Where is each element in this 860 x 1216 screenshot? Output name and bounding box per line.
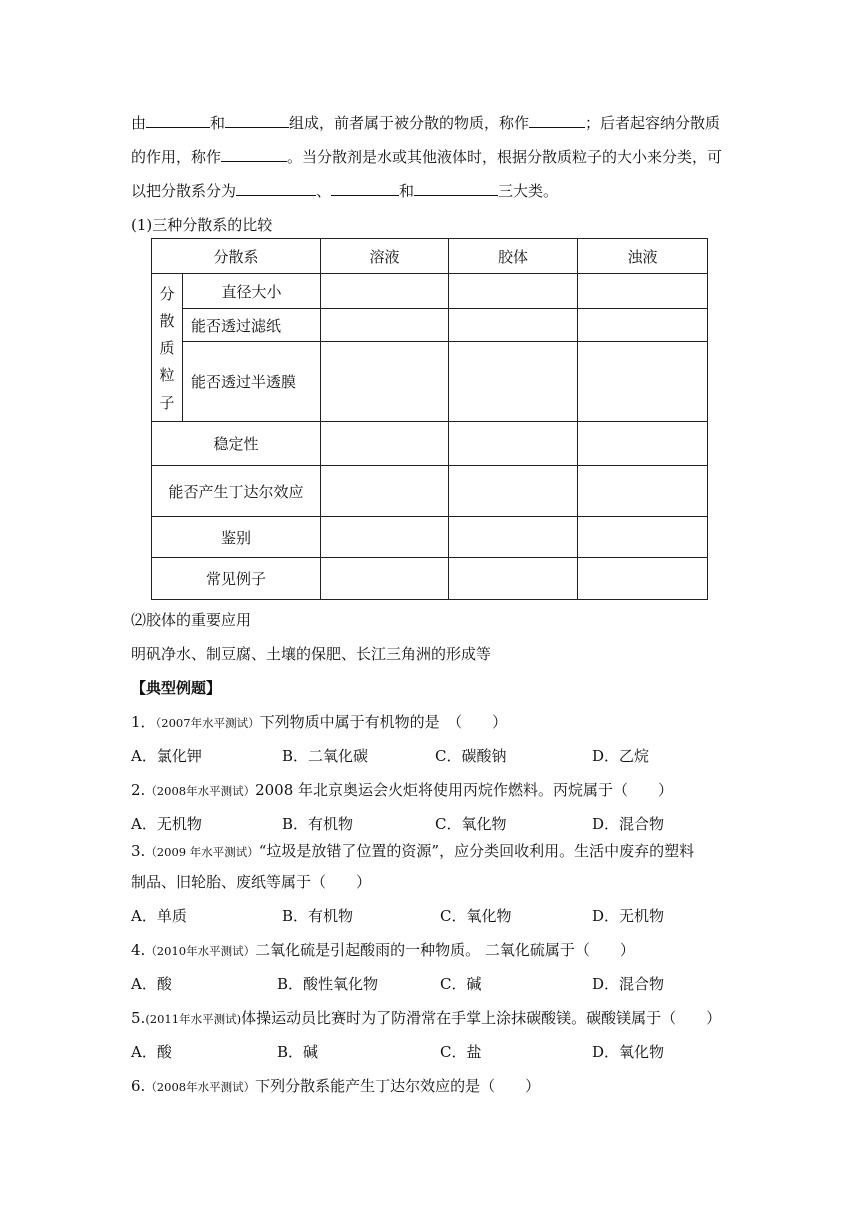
- option-a[interactable]: A．氯化钾: [131, 747, 202, 765]
- answer-cell[interactable]: [578, 517, 708, 558]
- answer-cell[interactable]: [321, 342, 449, 422]
- header-cell: 分散系: [152, 239, 321, 274]
- question-source: （2008年水平测试）: [145, 1080, 256, 1094]
- row-label: 能否透过半透膜: [183, 342, 321, 422]
- answer-cell[interactable]: [449, 466, 578, 517]
- option-b[interactable]: B．酸性氧化物: [277, 975, 379, 993]
- fill-blank[interactable]: [225, 113, 289, 128]
- group-label-cell: [152, 274, 183, 422]
- answer-cell[interactable]: [321, 558, 449, 600]
- intro-text: 由: [131, 114, 147, 132]
- intro-text: 和: [399, 182, 415, 200]
- row-label: 稳定性: [152, 422, 321, 466]
- row-label: 常见例子: [152, 558, 321, 600]
- row-label: 能否产生丁达尔效应: [152, 466, 321, 517]
- answer-cell[interactable]: [449, 309, 578, 342]
- fill-blank[interactable]: [331, 181, 399, 196]
- question-source: （2008年水平测试）: [145, 784, 256, 798]
- row-label: 直径大小: [183, 274, 321, 309]
- table-row: [152, 309, 708, 342]
- option-b[interactable]: B．二氧化碳: [282, 747, 369, 765]
- section-2-title: ⑵胶体的重要应用: [131, 611, 252, 629]
- question-3-line-2: 制品、旧轮胎、废纸等属于（ ）: [131, 873, 372, 891]
- question-source: （2007年水平测试）: [155, 716, 260, 730]
- header-cell: 浊液: [578, 239, 708, 274]
- intro-text: 三大类。: [498, 182, 559, 200]
- option-c[interactable]: C．氧化物: [440, 907, 512, 925]
- question-number: 1．: [131, 713, 156, 731]
- group-char: 粒: [159, 366, 175, 385]
- fill-blank[interactable]: [236, 181, 316, 196]
- table-row: [152, 517, 708, 558]
- answer-cell[interactable]: [578, 466, 708, 517]
- table-header-row: [152, 239, 708, 274]
- question-text: “垃圾是放错了位置的资源”，应分类回收利用。生活中废弃的塑料: [258, 842, 695, 860]
- intro-text: 和: [210, 114, 226, 132]
- fill-blank[interactable]: [221, 147, 287, 162]
- row-label: 鉴别: [152, 517, 321, 558]
- intro-line-2: [131, 146, 722, 167]
- option-d[interactable]: D．混合物: [592, 815, 665, 833]
- intro-text: 组成，前者属于被分散的物质，称作: [289, 114, 530, 132]
- group-char: 质: [159, 339, 175, 357]
- answer-cell[interactable]: [321, 422, 449, 466]
- intro-text: 以把分散系分为: [131, 182, 237, 200]
- question-text: 体操运动员比赛时为了防滑常在手掌上涂抹碳酸镁。碳酸镁属于（ ）: [241, 1009, 722, 1027]
- question-6: [131, 1075, 540, 1096]
- question-number: 6.: [131, 1077, 146, 1095]
- section-1-title: (1)三种分散系的比较: [131, 216, 273, 234]
- table-row: [152, 422, 708, 466]
- option-a[interactable]: A．酸: [131, 975, 172, 993]
- answer-cell[interactable]: [578, 422, 708, 466]
- answer-cell[interactable]: [321, 517, 449, 558]
- fill-blank[interactable]: [414, 181, 498, 196]
- option-c[interactable]: C．碱: [440, 975, 482, 993]
- option-b[interactable]: B．碱: [277, 1043, 319, 1061]
- answer-cell[interactable]: [321, 466, 449, 517]
- option-b[interactable]: B．有机物: [282, 907, 354, 925]
- answer-cell[interactable]: [321, 309, 449, 342]
- answer-cell[interactable]: [578, 274, 708, 309]
- group-char: 散: [159, 311, 175, 330]
- answer-cell[interactable]: [449, 422, 578, 466]
- option-d[interactable]: D．无机物: [592, 907, 665, 925]
- table-row: [152, 274, 708, 309]
- group-char: 分: [159, 284, 175, 303]
- question-number: 4.: [131, 941, 146, 959]
- table-row: [152, 466, 708, 517]
- intro-text: 、: [316, 182, 332, 200]
- group-char: 子: [159, 393, 175, 412]
- question-source: (2011年水平测试): [145, 1012, 242, 1026]
- question-source: （2009 年水平测试）: [145, 845, 259, 859]
- answer-cell[interactable]: [578, 558, 708, 600]
- answer-cell[interactable]: [449, 517, 578, 558]
- intro-text: ；后者起容纳分散质: [585, 114, 721, 132]
- question-number: 3.: [131, 842, 146, 860]
- table-row: [152, 558, 708, 600]
- intro-line-3: [131, 180, 558, 201]
- option-c[interactable]: C．氧化物: [435, 815, 507, 833]
- header-cell: 胶体: [449, 239, 578, 274]
- answer-cell[interactable]: [578, 342, 708, 422]
- question-4: [131, 939, 635, 960]
- intro-text: 。当分散剂是水或其他液体时，根据分散质粒子的大小来分类，可: [287, 148, 723, 166]
- table-row: [152, 342, 708, 422]
- question-5: [131, 1007, 721, 1028]
- question-number: 5.: [131, 1009, 146, 1027]
- option-d[interactable]: D．氧化物: [592, 1043, 665, 1061]
- question-source: （2010年水平测试）: [145, 944, 256, 958]
- fill-blank[interactable]: [529, 113, 585, 128]
- option-a[interactable]: A．酸: [131, 1043, 172, 1061]
- answer-cell[interactable]: [449, 274, 578, 309]
- question-1: [131, 711, 507, 732]
- question-text: 2008 年北京奥运会火炬将使用丙烷作燃料。丙烷属于（ ）: [255, 781, 674, 799]
- answer-cell[interactable]: [449, 342, 578, 422]
- question-text: 二氧化硫是引起酸雨的一种物质。 二氧化硫属于（ ）: [255, 941, 635, 959]
- fill-blank[interactable]: [146, 113, 210, 128]
- option-b[interactable]: B．有机物: [282, 815, 354, 833]
- comparison-table: [151, 238, 708, 600]
- option-d[interactable]: D．乙烷: [592, 747, 650, 765]
- section-2-text: 明矾净水、制豆腐、土壤的保肥、长江三角洲的形成等: [131, 645, 492, 663]
- question-text: 下列物质中属于有机物的是 （ ）: [259, 713, 508, 731]
- examples-heading: 【典型例题】: [131, 679, 222, 697]
- intro-line-1: [131, 112, 720, 133]
- question-text: 下列分散系能产生丁达尔效应的是（ ）: [255, 1077, 541, 1095]
- row-label: 能否透过滤纸: [183, 309, 321, 342]
- intro-text: 的作用，称作: [131, 148, 222, 166]
- option-c[interactable]: C．碳酸钠: [435, 747, 507, 765]
- option-a[interactable]: A．无机物: [131, 815, 202, 833]
- option-c[interactable]: C．盐: [440, 1043, 482, 1061]
- question-number: 2.: [131, 781, 146, 799]
- option-a[interactable]: A．单质: [131, 907, 187, 925]
- answer-cell[interactable]: [449, 558, 578, 600]
- answer-cell[interactable]: [321, 274, 449, 309]
- answer-cell[interactable]: [578, 309, 708, 342]
- option-d[interactable]: D．混合物: [592, 975, 665, 993]
- question-2: [131, 779, 673, 800]
- header-cell: 溶液: [321, 239, 449, 274]
- question-3: [131, 840, 694, 861]
